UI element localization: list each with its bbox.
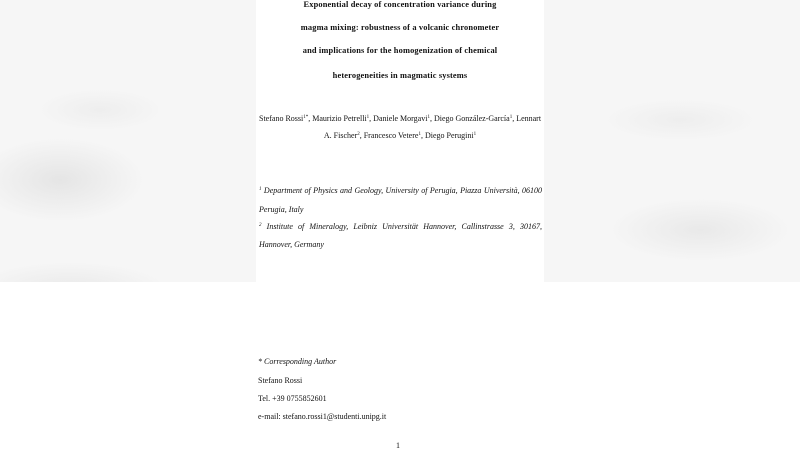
affiliation-1-line-1 bbox=[259, 186, 542, 195]
author-sup: 1 bbox=[366, 115, 370, 120]
corresponding-author-label: * Corresponding Author bbox=[258, 357, 337, 366]
title-line-2: magma mixing: robustness of a volcanic chronometer bbox=[300, 23, 500, 32]
title-line-1: Exponential decay of concentration variance during bbox=[303, 0, 497, 9]
author-name: Francesco Vetere bbox=[363, 131, 419, 140]
author-sup: 1 bbox=[427, 115, 430, 120]
affiliation-2-text: Institute of Mineralogy, Leibniz Universität Hannover, Callinstrasse 3, 30167, bbox=[266, 222, 543, 231]
author-name: Diego González-García bbox=[433, 114, 510, 123]
author-sup: 1 bbox=[418, 132, 421, 137]
author-name: Stefano Rossi bbox=[259, 114, 304, 123]
author-sup: 1 bbox=[509, 115, 513, 120]
author-sup: 1* bbox=[303, 115, 309, 120]
affiliation-sup: 1 bbox=[259, 187, 262, 192]
author-sup: 2 bbox=[357, 132, 360, 137]
title-line-4: heterogeneities in magmatic systems bbox=[332, 71, 468, 80]
corresponding-author-name: Stefano Rossi bbox=[258, 376, 303, 385]
author-name: Maurizio Petrelli bbox=[312, 114, 367, 123]
author-name: Daniele Morgavi bbox=[373, 114, 428, 123]
affiliation-1-text: Department of Physics and Geology, University of Perugia, Piazza Università, 06100 bbox=[263, 186, 543, 195]
authors-line-2: A. Fischer$^2$, Francesco Vetere$^1$, Diego Perugini$^1$ bbox=[323, 131, 477, 140]
author-sup: 1 bbox=[473, 132, 477, 137]
page-number: 1 bbox=[396, 441, 400, 450]
author-name: Diego Perugini bbox=[424, 131, 474, 140]
title-line-3: and implications for the homogenization of chemical bbox=[302, 46, 498, 55]
author-name: Lennart bbox=[516, 114, 542, 123]
affiliation-sup: 2 bbox=[259, 223, 262, 228]
page-lower-area bbox=[0, 282, 800, 450]
corresponding-author-email: e-mail: stefano.rossi1@studenti.unipg.it bbox=[258, 412, 387, 421]
affiliation-2-line-2: Hannover, Germany bbox=[259, 240, 324, 249]
affiliation-1-line-2: Perugia, Italy bbox=[259, 205, 304, 214]
author-name: A. Fischer bbox=[323, 131, 358, 140]
affiliation-2-line-1 bbox=[259, 222, 542, 231]
corresponding-author-tel: Tel. +39 0755852601 bbox=[258, 394, 327, 403]
authors-line-1: Stefano Rossi$^{1*}$, Maurizio Petrelli$^1$, Daniele Morgavi$^1$, Diego González-García$^1$, Lennart bbox=[259, 114, 542, 123]
